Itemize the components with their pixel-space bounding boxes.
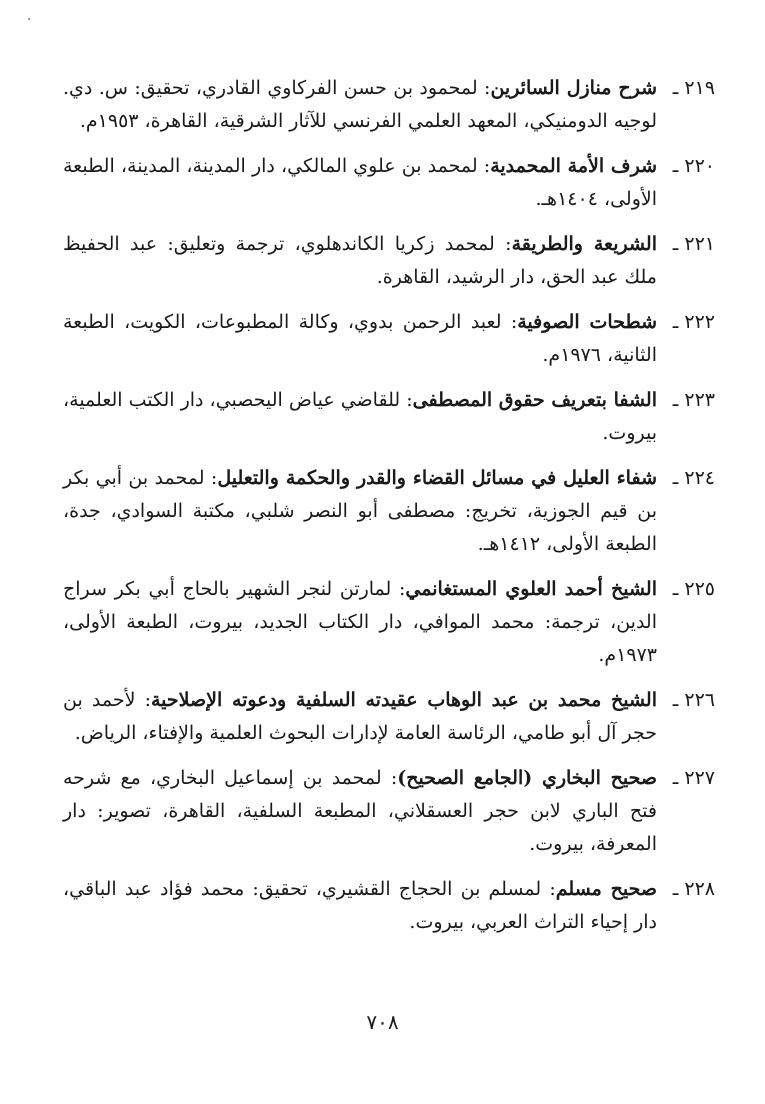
entry-title: الشريعة والطريقة bbox=[511, 233, 658, 255]
entry-title: شفاء العليل في مسائل القضاء والقدر والحكمة والتعليل bbox=[217, 467, 657, 489]
entry-text bbox=[63, 762, 657, 861]
entry-text bbox=[63, 684, 657, 750]
entry-number: ٢٢٣ ـ bbox=[672, 389, 715, 411]
entry-body: : لمسلم بن الحجاج القشيري، تحقيق: محمد فؤاد عبد الباقي، دار إحياء التراث العربي، بيروت. bbox=[63, 878, 657, 933]
entry-title: الشفا بتعريف حقوق المصطفى bbox=[412, 389, 658, 411]
entry-body: : لعبد الرحمن بدوي، وكالة المطبوعات، الكويت، الطبعة الثانية، ١٩٧٦م. bbox=[63, 311, 657, 366]
entry-number: ٢٢٠ ـ bbox=[672, 155, 715, 177]
entry-title: شطحات الصوفية bbox=[517, 311, 657, 333]
entry-number: ٢٢٦ ـ bbox=[672, 689, 715, 711]
entry-body: : لمحمد زكريا الكاندهلوي، ترجمة وتعليق: عبد الحفيظ ملك عبد الحق، دار الرشيد، القاهرة. bbox=[63, 233, 657, 288]
bibliography-entry bbox=[63, 573, 715, 672]
entry-number: ٢٢٤ ـ bbox=[672, 467, 715, 489]
bibliography-list bbox=[63, 72, 715, 951]
entry-text bbox=[63, 573, 657, 672]
entry-title: الشيخ أحمد العلوي المستغانمي bbox=[405, 578, 657, 600]
entry-title: شرف الأمة المحمدية bbox=[490, 155, 657, 177]
entry-title: شرح منازل السائرين bbox=[490, 77, 657, 99]
bibliography-entry bbox=[63, 684, 715, 750]
entry-text bbox=[63, 72, 657, 138]
entry-title: صحيح البخاري (الجامع الصحيح) bbox=[397, 767, 657, 789]
entry-text bbox=[63, 384, 657, 450]
entry-body: : لمحمد بن أبي بكر بن قيم الجوزية، تخريج: مصطفى أبو النصر شلبي، مكتبة السوادي، جدة، الطبعة الأولى، ١٤١٢هـ. bbox=[63, 467, 657, 555]
entry-text bbox=[63, 306, 657, 372]
entry-body: : لأحمد بن حجر آل أبو طامي، الرئاسة العامة لإدارات البحوث العلمية والإفتاء، الرياض. bbox=[63, 689, 657, 744]
bibliography-entry bbox=[63, 462, 715, 561]
entry-number: ٢١٩ ـ bbox=[672, 77, 715, 99]
entry-text bbox=[63, 150, 657, 216]
entry-number: ٢٢٢ ـ bbox=[672, 311, 715, 333]
entry-text bbox=[63, 228, 657, 294]
scan-speck bbox=[28, 18, 30, 20]
entry-body: : لمحمد بن علوي المالكي، دار المدينة، المدينة، الطبعة الأولى، ١٤٠٤هـ. bbox=[63, 155, 657, 210]
entry-body: : لمارتن لنجر الشهير بالحاج أبي بكر سراج الدين، ترجمة: محمد الموافي، دار الكتاب الجديد، بيروت، الطبعة الأولى، ١٩٧٣م. bbox=[63, 578, 657, 666]
entry-text bbox=[63, 462, 657, 561]
entry-number: ٢٢٧ ـ bbox=[672, 767, 715, 789]
entry-text bbox=[63, 873, 657, 939]
entry-body: : للقاضي عياض اليحصبي، دار الكتب العلمية، بيروت. bbox=[63, 389, 657, 444]
entry-body: : لمحمد بن إسماعيل البخاري، مع شرحه فتح الباري لابن حجر العسقلاني، المطبعة السلفية، القاهرة، تصوير: دار المعرفة، بيروت. bbox=[63, 767, 657, 855]
bibliography-entry bbox=[63, 873, 715, 939]
bibliography-entry bbox=[63, 150, 715, 216]
entry-body: : لمحمود بن حسن الفركاوي القادري، تحقيق: س. دي. لوجيه الدومنيكي، المعهد العلمي الفرنسي للآثار الشرقية، القاهرة، ١٩٥٣م. bbox=[63, 77, 657, 132]
bibliography-entry bbox=[63, 306, 715, 372]
entry-title: صحيح مسلم bbox=[555, 878, 657, 900]
bibliography-entry bbox=[63, 228, 715, 294]
entry-number: ٢٢٥ ـ bbox=[672, 578, 715, 600]
entry-number: ٢٢٨ ـ bbox=[672, 878, 715, 900]
bibliography-entry bbox=[63, 72, 715, 138]
page-number: ٧٠٨ bbox=[366, 1010, 399, 1034]
entry-number: ٢٢١ ـ bbox=[672, 233, 715, 255]
bibliography-entry bbox=[63, 762, 715, 861]
entry-title: الشيخ محمد بن عبد الوهاب عقيدته السلفية ودعوته الإصلاحية bbox=[150, 689, 657, 711]
bibliography-entry bbox=[63, 384, 715, 450]
